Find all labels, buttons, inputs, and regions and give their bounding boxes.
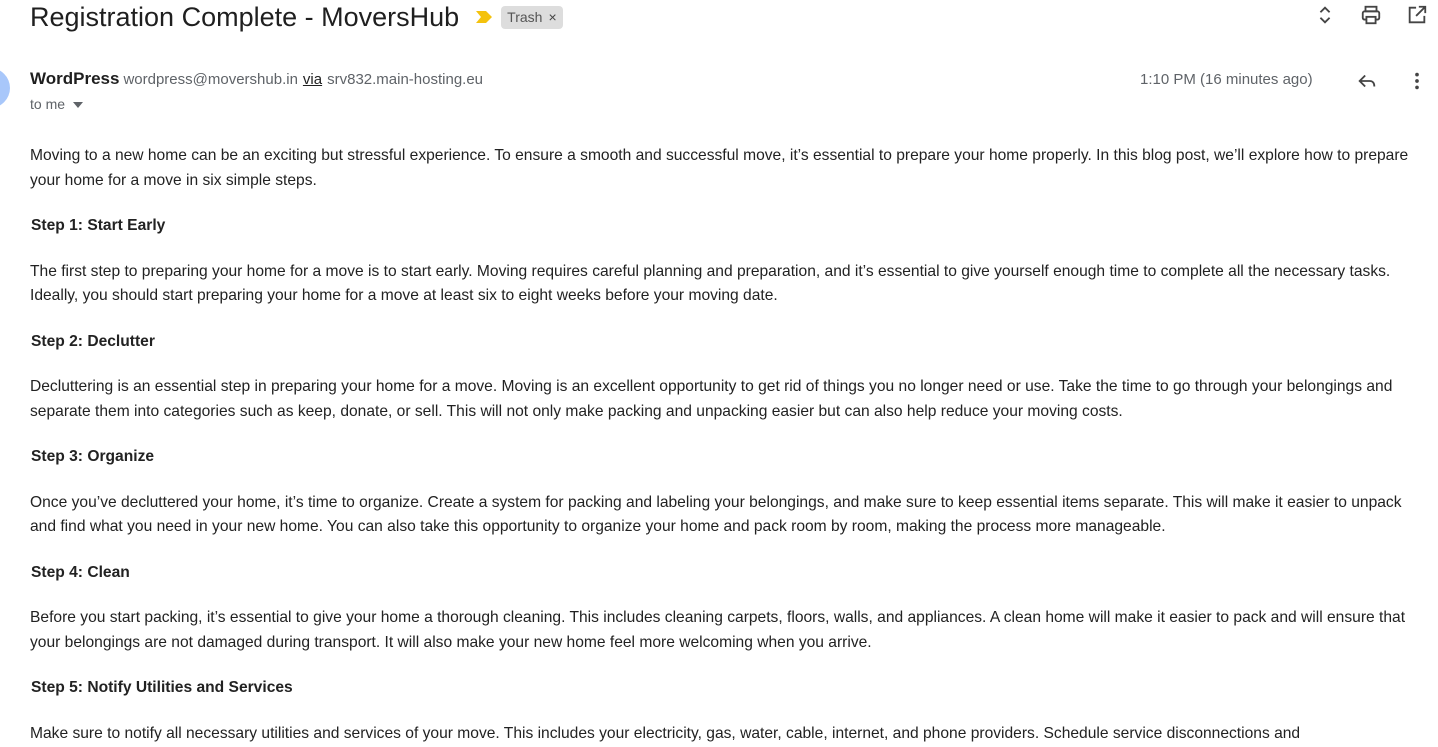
reply-icon[interactable]	[1354, 68, 1380, 94]
email-subject: Registration Complete - MoversHub	[30, 1, 460, 32]
message-timestamp: 1:10 PM (16 minutes ago)	[1140, 71, 1313, 88]
step-heading: Step 2: Declutter	[31, 332, 155, 350]
header-actions	[1312, 2, 1430, 28]
print-icon[interactable]	[1358, 2, 1384, 28]
recipient-label: to me	[30, 96, 66, 112]
subject-row	[30, 0, 563, 34]
via-link[interactable]: via	[302, 71, 323, 88]
recipient-details-toggle[interactable]	[30, 96, 83, 112]
caret-down-icon[interactable]	[73, 102, 83, 108]
step-heading: Step 4: Clean	[31, 563, 130, 581]
message-actions	[1354, 68, 1430, 94]
open-in-new-window-icon[interactable]	[1404, 2, 1430, 28]
message-body	[30, 144, 1426, 747]
sender-host: srv832.main-hosting.eu	[327, 71, 484, 88]
sender-name[interactable]: WordPress	[30, 69, 120, 88]
step-heading: Step 1: Start Early	[31, 217, 166, 234]
step-paragraph: Before you start packing, it’s essential to give your home a thorough cleaning. This includes cleaning carpets, floors, walls, and appliances. A clean home will make it easier to pack and will ensure that your belongings are not damaged during transport. It will also make your new home feel more welcoming when you arrive.	[30, 609, 1406, 651]
label-chip-trash	[501, 6, 562, 29]
sender-avatar[interactable]	[0, 68, 10, 108]
label-chip-text: Trash	[507, 8, 543, 25]
remove-label-icon[interactable]: ×	[548, 8, 557, 25]
step-paragraph: Decluttering is an essential step in preparing your home for a move. Moving is an excellent opportunity to get rid of things you no longer need or use. Take the time to go through your belongings and separate them into categories such as keep, donate, or sell. This will not only make packing and unpacking easier but can also help reduce your moving costs.	[30, 378, 1393, 420]
expand-collapse-icon[interactable]	[1312, 2, 1338, 28]
intro-paragraph: Moving to a new home can be an exciting but stressful experience. To ensure a smooth and successful move, it’s essential to prepare your home properly. In this blog post, we’ll explore how to prepare your home for a move in six simple steps.	[30, 147, 1409, 189]
step-paragraph: Once you’ve decluttered your home, it’s time to organize. Create a system for packing and labeling your belongings, and make sure to keep essential items separate. This will make it easier to unpack and find what you need in your new home. You can also take this opportunity to organize your home and pack room by room, making the process more manageable.	[30, 493, 1402, 535]
sender-email: wordpress@movershub.in	[123, 71, 298, 88]
step-paragraph: Make sure to notify all necessary utilities and services of your move. This includes your electricity, gas, water, cable, internet, and phone providers. Schedule service disconnections and	[30, 724, 1301, 742]
importance-marker-icon[interactable]	[475, 10, 493, 24]
sender-info	[30, 69, 483, 89]
step-heading: Step 5: Notify Utilities and Services	[31, 679, 293, 696]
step-paragraph: The first step to preparing your home for a move is to start early. Moving requires careful planning and preparation, and it’s essential to give yourself enough time to complete all the necessary tasks. Ideally, you should start preparing your home for a move at least six to eight weeks before your moving date.	[30, 262, 1391, 304]
step-heading: Step 3: Organize	[31, 448, 155, 465]
more-vert-icon[interactable]	[1404, 68, 1430, 94]
